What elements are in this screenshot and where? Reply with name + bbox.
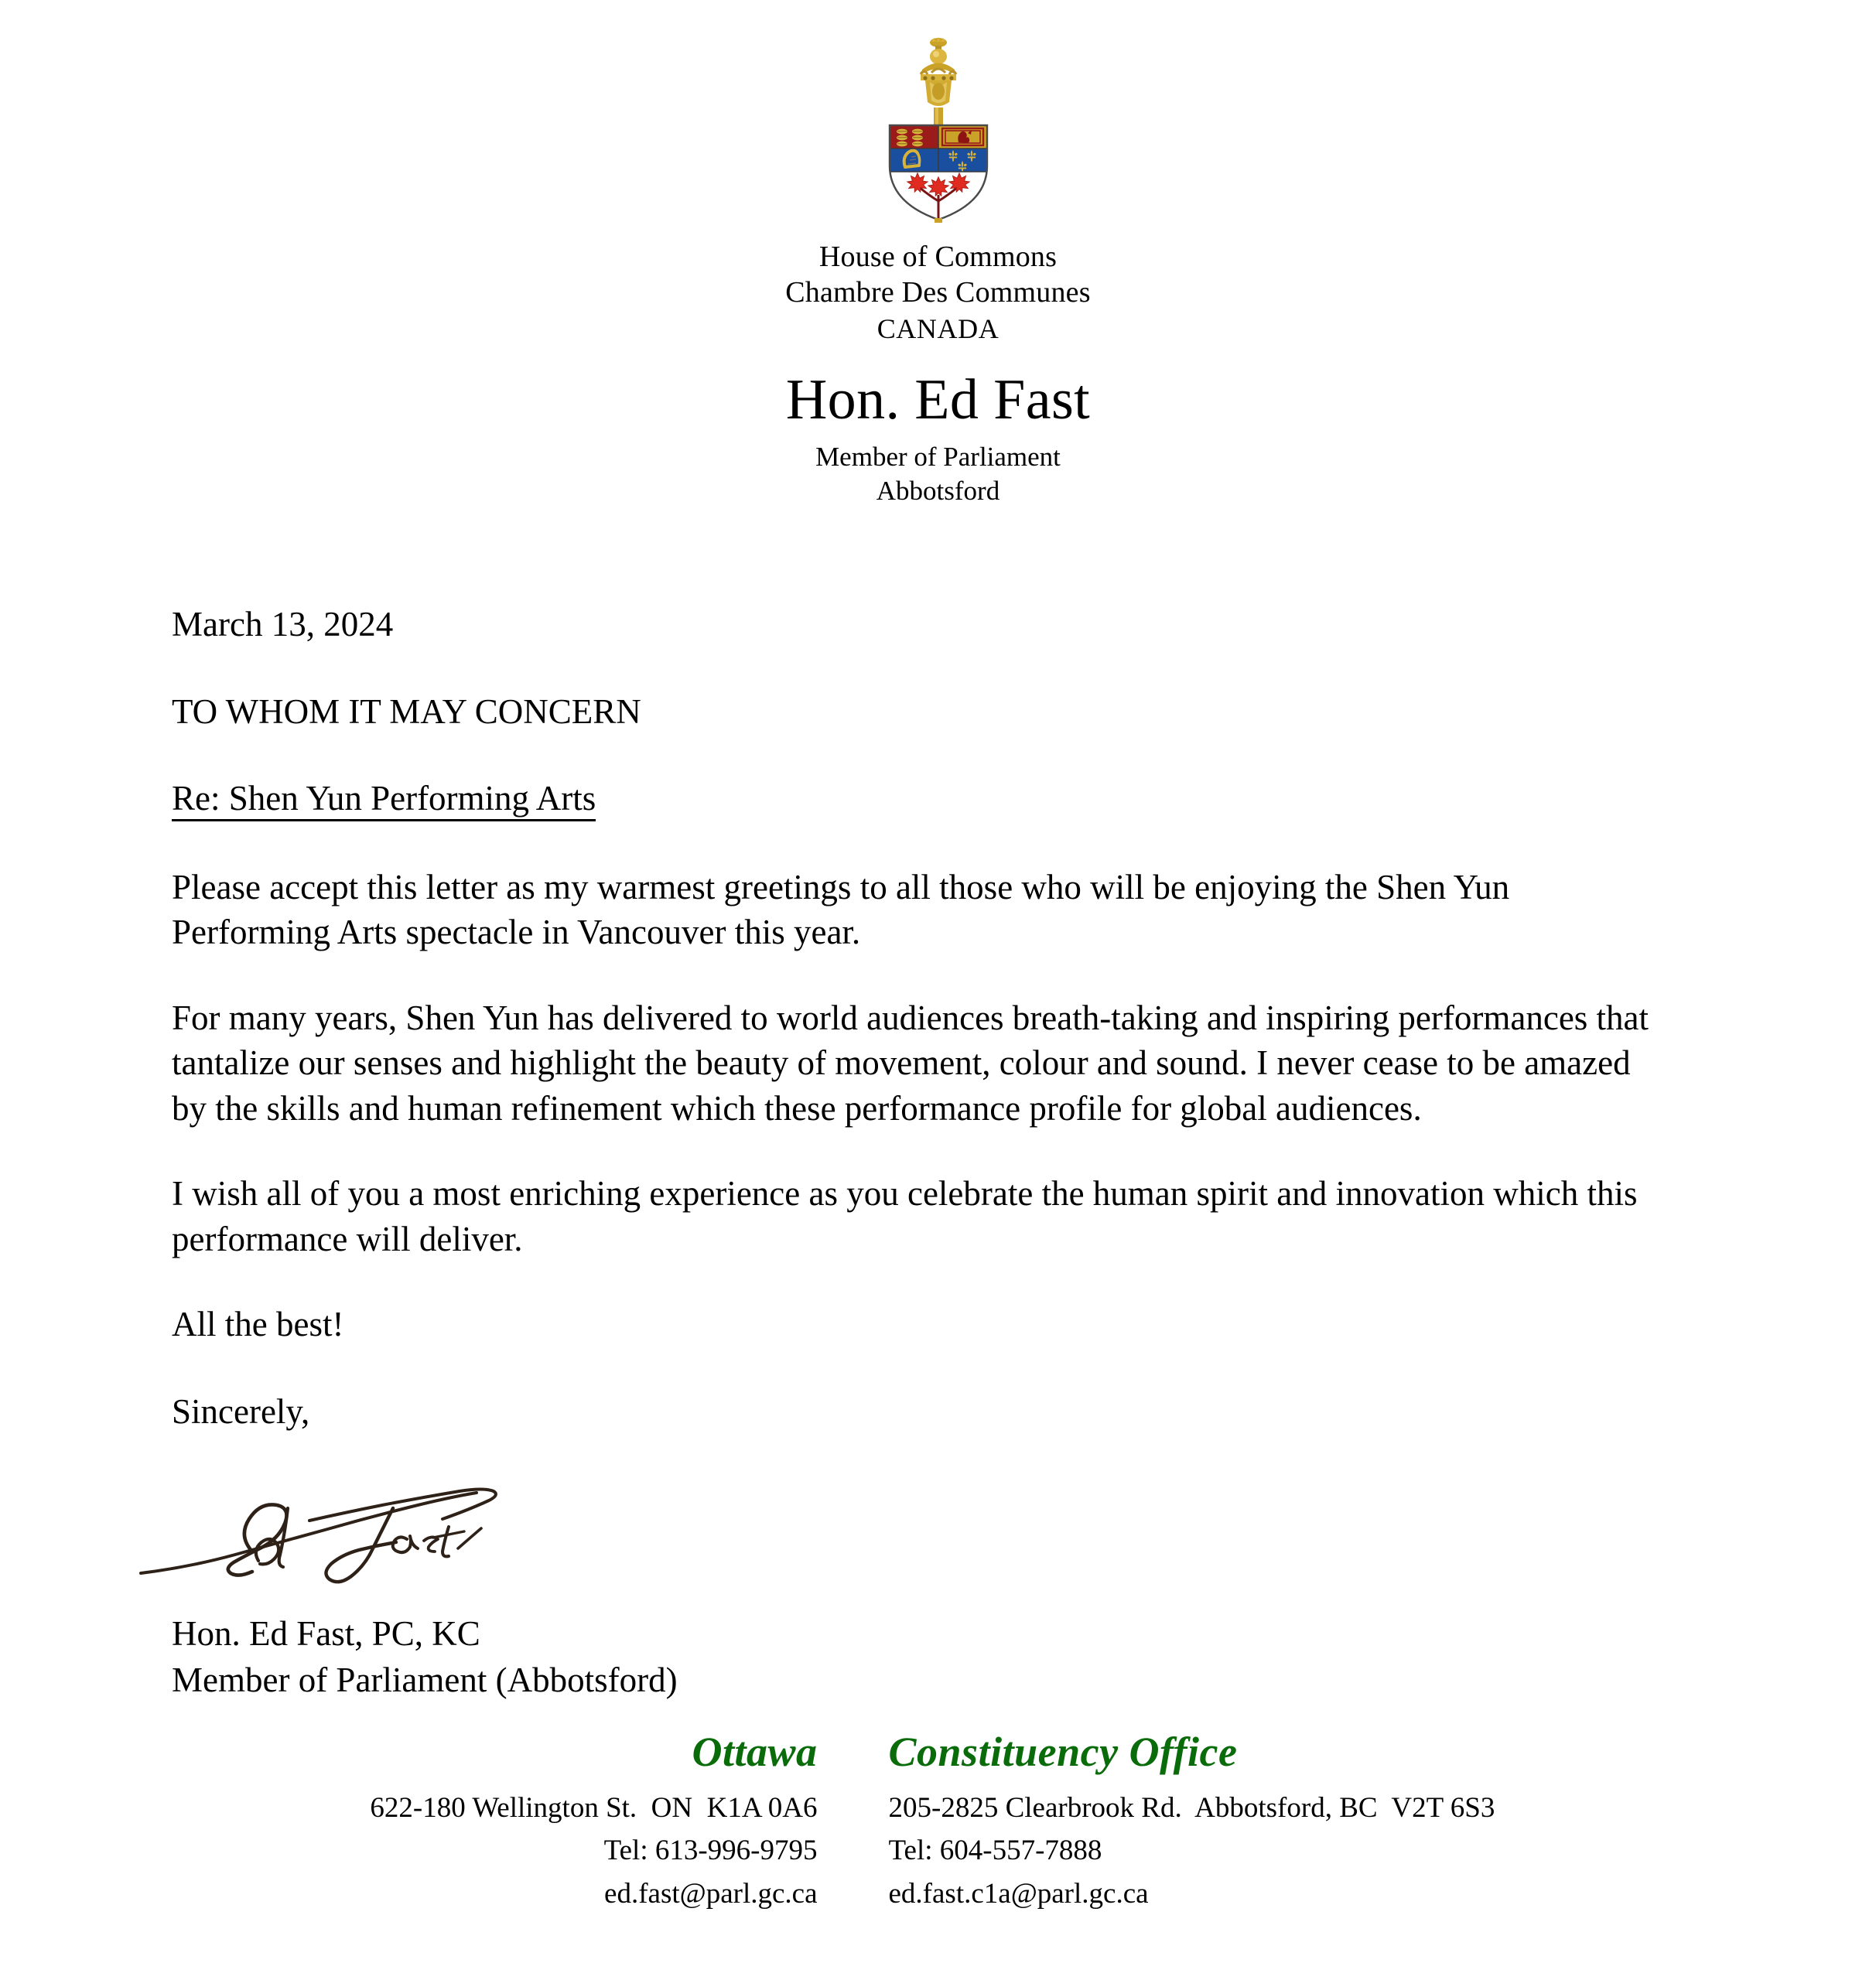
footer-ottawa-tel: Tel: 613-996-9795 [603,1835,818,1866]
letter-salutation: TO WHOM IT MAY CONCERN [172,691,641,731]
letter-content [172,602,1657,1704]
letter-subject-line [172,776,1657,821]
footer-constituency-address: 205-2825 Clearbrook Rd. Abbotsford, BC V2T 6S3 [888,1791,1495,1824]
footer-constituency-office [889,1729,1523,1915]
letterhead-riding: Abbotsford [876,475,1000,506]
letter-closing-exclaim: All the best! [172,1305,344,1343]
letter-footer [0,1729,1876,1915]
letterhead-chambre-des-communes: Chambre Des Communes [785,276,1091,309]
letter-closing: Sincerely, [172,1391,310,1431]
footer-ottawa-email[interactable]: ed.fast@parl.gc.ca [604,1877,818,1910]
letter-date: March 13, 2024 [172,605,394,644]
footer-constituency-email[interactable]: ed.fast.c1a@parl.gc.ca [888,1877,1149,1910]
letter-paragraph-1: Please accept this letter as my warmest greetings to all those who will be enjoying the Shen Yun Performing Arts spectacle in Vancouver this year. [172,867,1510,951]
footer-ottawa-heading: Ottawa [692,1729,818,1776]
letter-subject-text: Re: Shen Yun Performing Arts [172,779,596,821]
signer-title: Member of Parliament (Abbotsford) [172,1661,678,1700]
signer-name: Hon. Ed Fast, PC, KC [172,1614,480,1653]
letterhead-member-role: Member of Parliament [815,442,1061,473]
footer-ottawa-office [354,1729,818,1915]
letter-paragraph-3: I wish all of you a most enriching experience as you celebrate the human spirit and innovation which this performance will deliver. [172,1174,1638,1258]
footer-constituency-tel: Tel: 604-557-7888 [888,1835,1102,1866]
letterhead-canada: CANADA [876,312,1000,344]
coat-of-arms-icon [857,36,1020,225]
signature-icon [136,1474,538,1590]
letter-paragraph-2: For many years, Shen Yun has delivered to world audiences breath-taking and inspiring performances that tantalize our senses and highlight the beauty of movement, colour and sound. I never cease to be amazed by the skills and human refinement which these performance profile for global audiences. [172,998,1649,1128]
footer-constituency-heading: Constituency Office [888,1729,1238,1776]
letterhead [0,0,1876,508]
letterhead-house-of-commons: House of Commons [818,241,1058,273]
letterhead-member-name: Hon. Ed Fast [785,367,1091,432]
footer-ottawa-address: 622-180 Wellington St. ON K1A 0A6 [370,1791,818,1824]
